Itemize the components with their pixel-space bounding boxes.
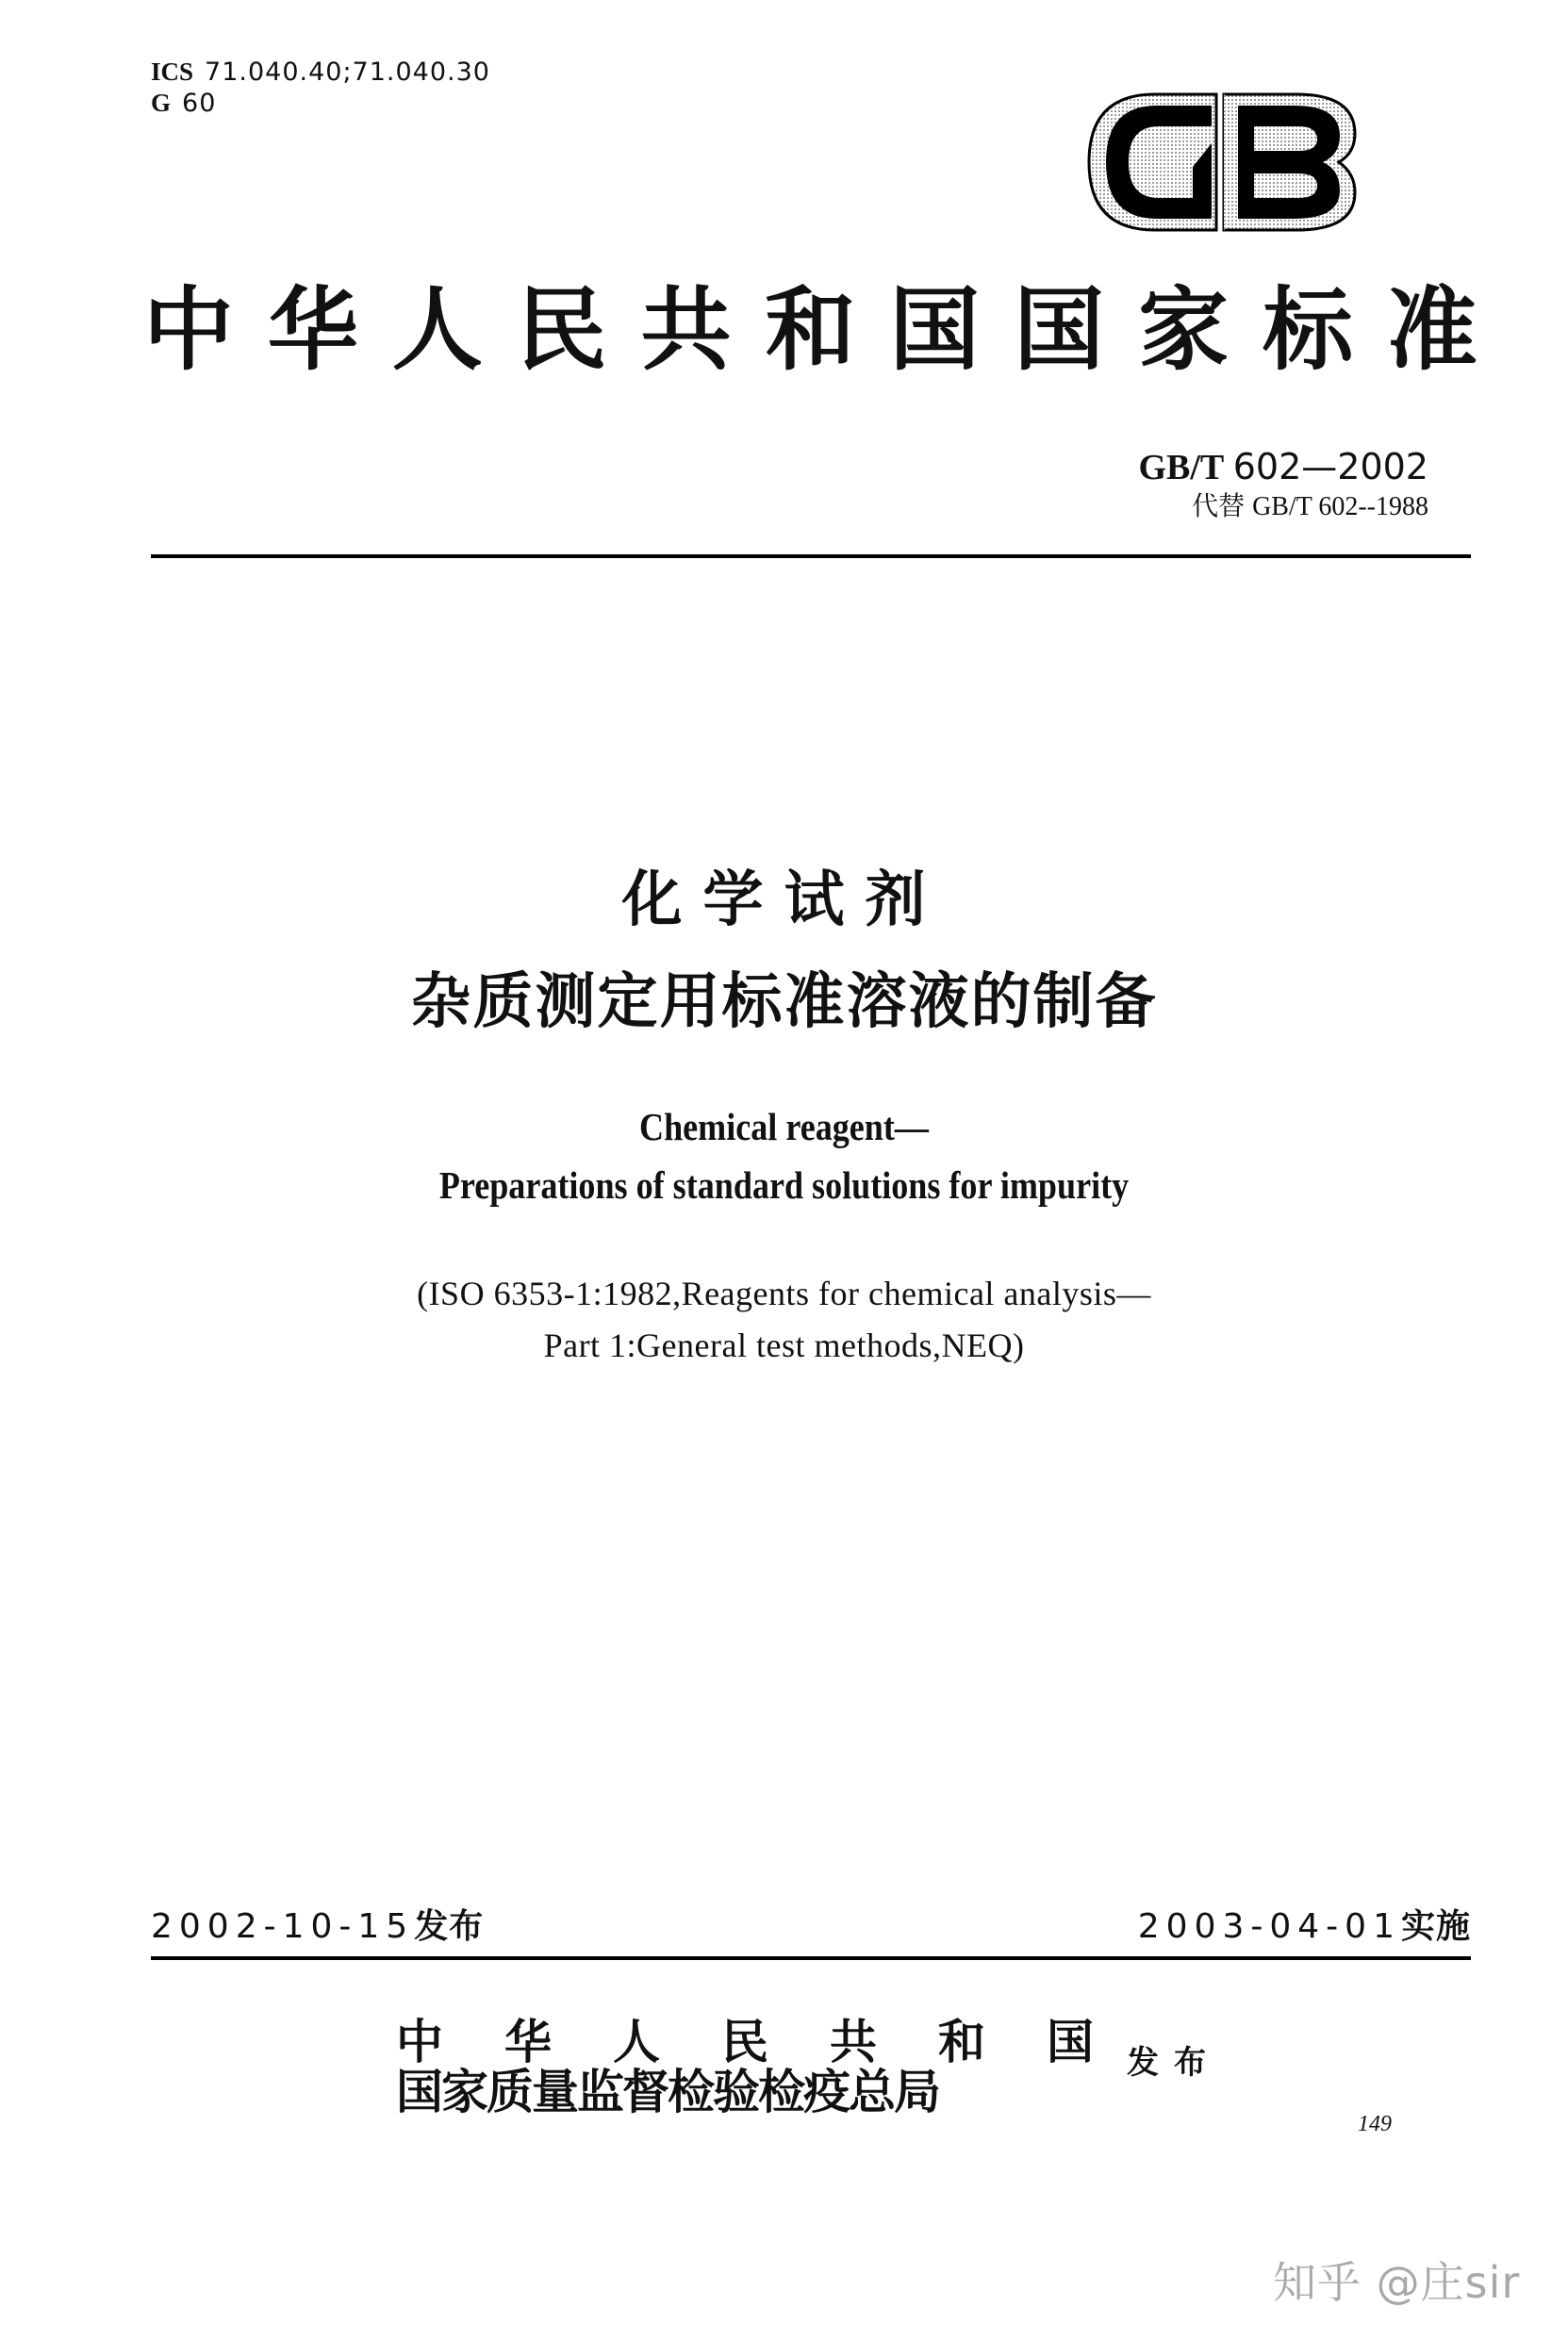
heading-char: 准 <box>1386 276 1477 383</box>
heading-char: 人 <box>391 276 483 383</box>
implement-date <box>1138 1906 1471 1948</box>
publisher-action: 发布 <box>1127 2044 1221 2082</box>
footer-divider <box>151 1956 1471 1960</box>
ics-codes: 71.040.40;71.040.30 <box>205 58 490 87</box>
ccs-line <box>151 88 490 119</box>
iso-reference-line2: Part 1:General test methods,NEQ) <box>543 1327 1025 1364</box>
ccs-label: G <box>151 89 172 117</box>
heading-char: 国 <box>889 276 981 383</box>
heading-char: 华 <box>267 276 358 383</box>
publisher-line1 <box>396 2014 1094 2069</box>
publisher-char: 和 <box>938 2014 985 2069</box>
publisher-block <box>396 2014 1094 2119</box>
heading-char: 家 <box>1138 276 1230 383</box>
publisher-char: 民 <box>721 2014 768 2069</box>
en-title-line1: Chemical reagent— <box>639 1105 929 1148</box>
header-divider <box>151 554 1471 558</box>
publisher-line2: 国家质量监督检验检疫总局 <box>396 2064 939 2119</box>
cn-title-line2: 杂质测定用标准溶液的制备 <box>410 967 1158 1037</box>
publish-date <box>151 1906 484 1948</box>
replaces-label: 代替 <box>1192 490 1246 521</box>
publisher-char: 华 <box>504 2014 552 2069</box>
replaces-value: GB/T 602--1988 <box>1252 492 1428 521</box>
iso-reference-line1: (ISO 6353-1:1982,Reagents for chemical analysis— <box>417 1275 1151 1312</box>
publish-label: 发布 <box>414 1907 485 1946</box>
standard-number <box>1138 445 1428 489</box>
heading-char: 和 <box>765 276 856 383</box>
heading-char: 国 <box>1014 276 1105 383</box>
implement-date-value: 2003-04-01 <box>1137 1907 1401 1946</box>
publish-date-value: 2002-10-15 <box>151 1907 415 1946</box>
replaces-standard <box>1192 490 1428 523</box>
heading-char: 中 <box>143 276 234 383</box>
national-standard-heading <box>143 278 1477 382</box>
publisher-char: 国 <box>1047 2014 1094 2069</box>
classification-codes <box>151 57 490 119</box>
publisher-char: 人 <box>613 2014 660 2069</box>
ccs-code: 60 <box>182 89 217 118</box>
publisher-char: 共 <box>830 2014 877 2069</box>
implement-label: 实施 <box>1400 1907 1471 1946</box>
standard-number-value: 602—2002 <box>1232 446 1428 487</box>
en-title-line2: Preparations of standard solutions for impurity <box>438 1163 1130 1207</box>
heading-char: 标 <box>1263 276 1354 383</box>
ics-line <box>151 57 490 88</box>
ics-label: ICS <box>151 58 194 86</box>
cn-title-line1: 化学试剂 <box>621 865 947 935</box>
heading-char: 共 <box>640 276 732 383</box>
watermark: 知乎 @庄sir <box>1273 2257 1521 2308</box>
heading-char: 民 <box>516 276 607 383</box>
gb-logo-icon <box>1080 87 1362 238</box>
publisher-char: 中 <box>396 2014 443 2069</box>
page-number: 149 <box>1358 2112 1392 2136</box>
standard-prefix: GB/T <box>1138 448 1225 487</box>
